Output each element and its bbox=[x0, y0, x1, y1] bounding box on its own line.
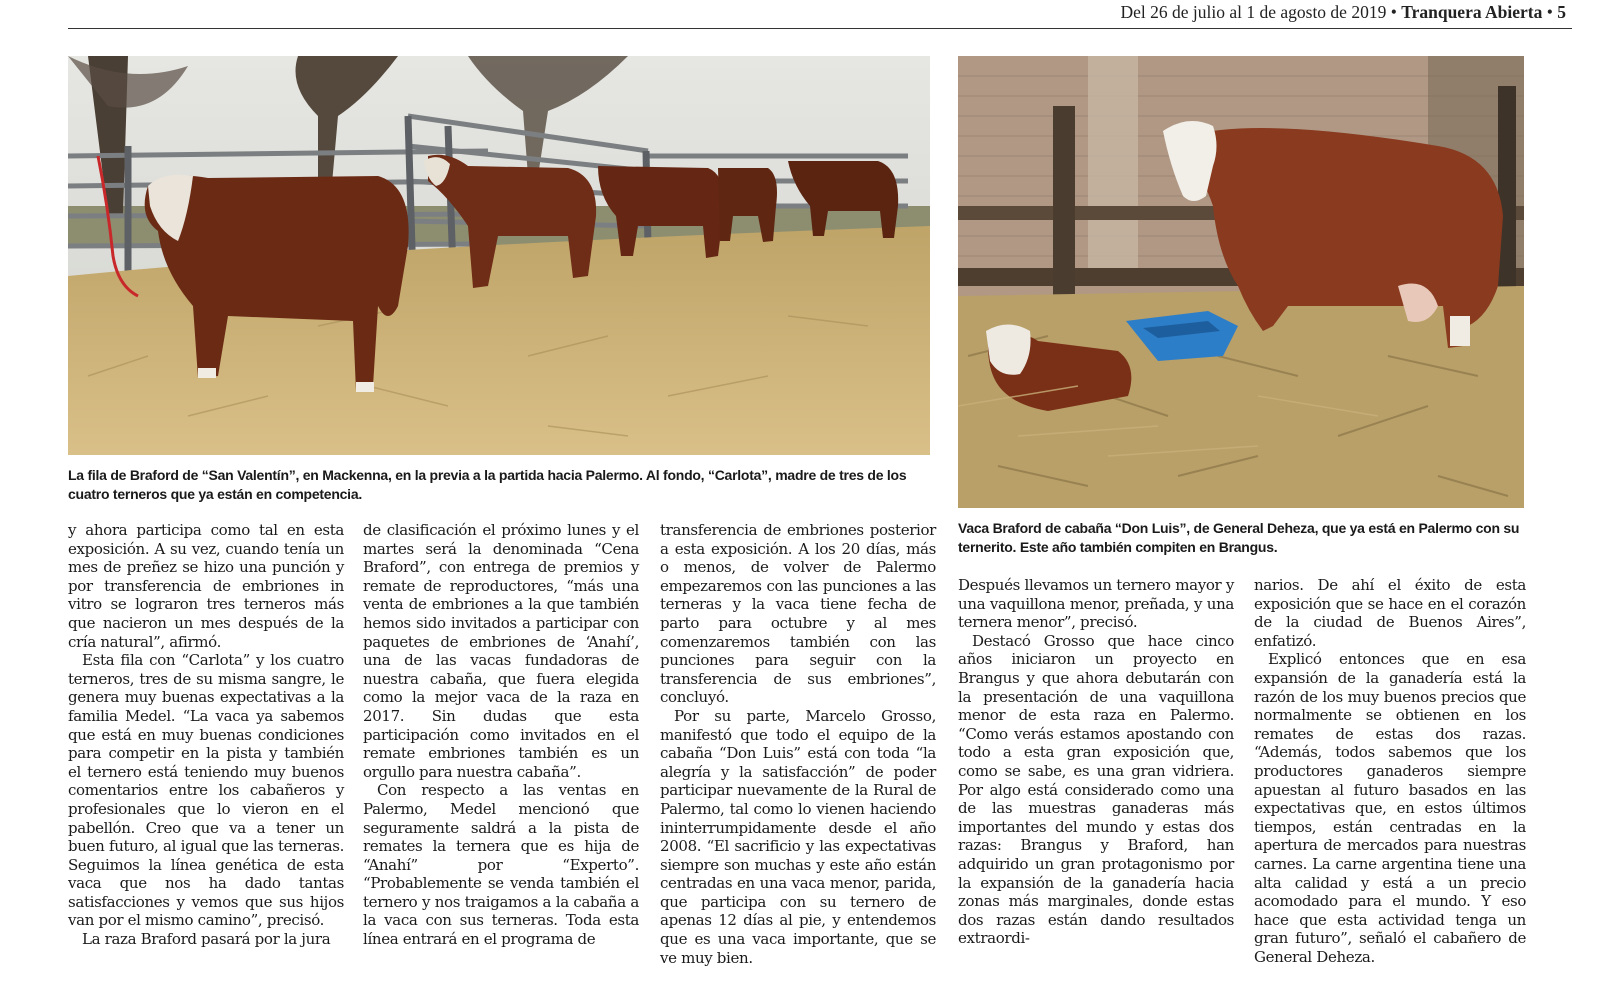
right-photo-caption: Vaca Braford de cabaña “Don Luis”, de General Deheza, que ya está en Palermo con su ternerito. Este año también compiten en Brangus. bbox=[958, 520, 1520, 555]
paragraph: de clasificación el próximo lunes y el martes será la denominada “Cena Braford”, con entrega de premios y remate de reproductores, “más una venta de embriones a la que también hemos sido invitados a participar con paquetes de embriones de ‘Anahí’, una de las vacas fundadoras de nuestra cabaña, que fuera elegida como la mejor vaca de la raza en 2017. Sin dudas que esta participación como invitados en el remate embriones también es un orgullo para nuestra cabaña”. bbox=[363, 521, 639, 781]
paragraph: Con respecto a las ventas en Palermo, Medel mencionó que seguramente saldrá a la pista de remates la ternera que es hija de “Anahí” por “Experto”. “Probablemente se venda también el ternero y nos traigamos a la cabaña a la vaca con sus terneras. Toda esta línea entrará en el programa de bbox=[363, 781, 639, 949]
header-separator: • bbox=[1390, 2, 1397, 22]
article-column-2 bbox=[363, 521, 639, 949]
article-column-5 bbox=[1254, 576, 1526, 966]
article-column-4 bbox=[958, 576, 1234, 948]
photo-cow-and-calf bbox=[958, 56, 1524, 508]
paragraph: Explicó entonces que en esa expansión de la ganadería está la razón de los muy buenos precios que normalmente se obtienen en los remates de estas dos razas. “Además, todos sabemos que los productores ganaderos siempre apuestan al futuro basados en las expectativas que, en estos últimos tiempos, están centradas en la apertura de mercados para nuestras carnes. La carne argentina tiene una alta calidad y está a un precio acomodado para el mundo. Y eso hace que esta actividad tenga un gran futuro”, señaló el cabañero de General Deheza. bbox=[1254, 650, 1526, 966]
header-rule bbox=[68, 28, 1572, 29]
paragraph: narios. De ahí el éxito de esta exposición que se hace en el corazón de la ciudad de Buenos Aires”, enfatizó. bbox=[1254, 576, 1526, 650]
article-column-1 bbox=[68, 521, 344, 949]
photo-cattle-row bbox=[68, 56, 930, 455]
paragraph: Esta fila con “Carlota” y los cuatro terneros, tres de su misma sangre, le genera muy buenas expectativas a la familia Medel. “La vaca ya sabemos que está en muy buenas condiciones para competir en la pista y también el ternero está teniendo muy buenos comentarios entre los cabañeros y profesionales que lo vieron en el pabellón. Creo que va a tener un buen futuro, al igual que las terneras. Seguimos la línea genética de esta vaca que nos ha dado tantas satisfacciones y vemos que sus hijos van por el mismo camino”, precisó. bbox=[68, 651, 344, 930]
issue-date: Del 26 de julio al 1 de agosto de 2019 bbox=[1120, 2, 1387, 22]
publication-name: Tranquera Abierta bbox=[1401, 2, 1543, 22]
page-header bbox=[1120, 2, 1566, 23]
paragraph: Después llevamos un ternero mayor y una vaquillona menor, preñada, y una ternera menor”, precisó. bbox=[958, 576, 1234, 632]
header-separator: • bbox=[1546, 2, 1553, 22]
paragraph: La raza Braford pasará por la jura bbox=[82, 930, 331, 949]
article-column-3 bbox=[660, 521, 936, 967]
page-number: 5 bbox=[1557, 2, 1566, 22]
paragraph: Por su parte, Marcelo Grosso, manifestó que todo el equipo de la cabaña “Don Luis” está con toda “la alegría y la satisfacción” de poder participar nuevamente de la Rural de Palermo, tal como lo vienen haciendo ininterrumpidamente desde el año 2008. “El sacrificio y las expectativas siempre son muchas y este año están centradas en una vaca menor, parida, que participa con su ternero de apenas 12 días al pie, y entendemos que es una vaca importante, que se ve muy bien. bbox=[660, 706, 936, 967]
left-photo-caption: La fila de Braford de “San Valentín”, en Mackenna, en la previa a la partida hacia Palermo. Al fondo, “Carlota”, madre de tres de los cuatro terneros que ya están en competencia. bbox=[68, 467, 907, 502]
paragraph: transferencia de embriones posterior a esta exposición. A los 20 días, más o menos, de volver de Palermo empezaremos con las punciones a las terneras y la vaca tiene fecha de parto para octubre y al mes comenzaremos también con las punciones para seguir con la transferencia de sus embriones”, concluyó. bbox=[660, 521, 936, 707]
paragraph: Destacó Grosso que hace cinco años iniciaron un proyecto en Brangus y que ahora debutarán con la presentación de una vaquillona menor de esta raza en Palermo. “Como verás estamos apostando con todo a esta gran exposición que, como se sabe, es una gran vidriera. Por algo está considerado como una de las muestras ganaderas más importantes del mundo y estas dos razas: Brangus y Braford, han adquirido un gran protagonismo por la expansión de la ganadería hacia zonas más marginales, donde estas dos razas están dando resultados extraordi- bbox=[958, 631, 1234, 948]
paragraph: y ahora participa como tal en esta exposición. A su vez, cuando tenía un mes de preñez se hizo una punción y por transferencia de embriones in vitro se lograron tres terneros más que nacieron un mes después de la cría natural”, afirmó. bbox=[68, 521, 344, 651]
